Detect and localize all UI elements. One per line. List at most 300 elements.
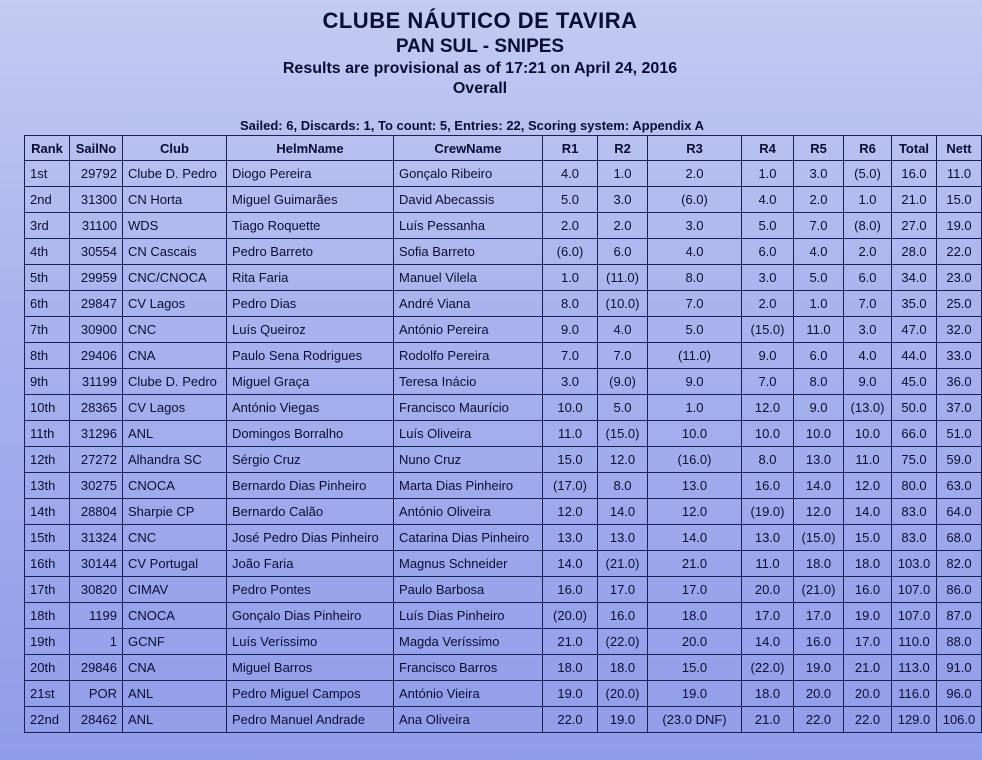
table-row [25, 551, 982, 577]
r4-cell: 13.0 [742, 525, 794, 551]
results-table [24, 135, 982, 733]
r4-cell: 16.0 [742, 473, 794, 499]
r2-cell: 7.0 [598, 343, 648, 369]
nett-cell: 23.0 [937, 265, 982, 291]
r2-cell: 3.0 [598, 187, 648, 213]
club-cell: ANL [123, 681, 227, 707]
r3-cell: 5.0 [648, 317, 742, 343]
r2-cell: (22.0) [598, 629, 648, 655]
total-cell: 80.0 [892, 473, 937, 499]
column-header-r3: R3 [648, 136, 742, 161]
table-row [25, 265, 982, 291]
r3-cell: 12.0 [648, 499, 742, 525]
total-cell: 83.0 [892, 499, 937, 525]
helm-name-cell: António Viegas [227, 395, 394, 421]
r5-cell: 6.0 [794, 343, 844, 369]
crew-name-cell: Luís Oliveira [394, 421, 543, 447]
rank-cell: 21st [25, 681, 70, 707]
r5-cell: 22.0 [794, 707, 844, 733]
r4-cell: (22.0) [742, 655, 794, 681]
sail-no-cell: 1199 [70, 603, 123, 629]
rank-cell: 8th [25, 343, 70, 369]
provisional-notice: Results are provisional as of 17:21 on April 24, 2016 [282, 60, 678, 77]
rank-cell: 11th [25, 421, 70, 447]
r1-cell: 16.0 [543, 577, 598, 603]
r1-cell: 18.0 [543, 655, 598, 681]
table-row [25, 369, 982, 395]
r1-cell: (20.0) [543, 603, 598, 629]
club-cell: CNOCA [123, 473, 227, 499]
helm-name-cell: Miguel Barros [227, 655, 394, 681]
crew-name-cell: António Oliveira [394, 499, 543, 525]
r6-cell: 17.0 [844, 629, 892, 655]
total-cell: 45.0 [892, 369, 937, 395]
crew-name-cell: Ana Oliveira [394, 707, 543, 733]
table-row [25, 603, 982, 629]
results-body [25, 161, 982, 733]
sail-no-cell: 28365 [70, 395, 123, 421]
r1-cell: 2.0 [543, 213, 598, 239]
r1-cell: 21.0 [543, 629, 598, 655]
r1-cell: 11.0 [543, 421, 598, 447]
rank-cell: 7th [25, 317, 70, 343]
nett-cell: 11.0 [937, 161, 982, 187]
total-cell: 16.0 [892, 161, 937, 187]
page-title: CLUBE NÁUTICO DE TAVIRA [322, 8, 638, 33]
crew-name-cell: Manuel Vilela [394, 265, 543, 291]
club-cell: CV Lagos [123, 395, 227, 421]
club-cell: CIMAV [123, 577, 227, 603]
crew-name-cell: Paulo Barbosa [394, 577, 543, 603]
r2-cell: (11.0) [598, 265, 648, 291]
r6-cell: (5.0) [844, 161, 892, 187]
sail-no-cell: 28462 [70, 707, 123, 733]
rank-cell: 1st [25, 161, 70, 187]
r3-cell: 20.0 [648, 629, 742, 655]
helm-name-cell: Pedro Pontes [227, 577, 394, 603]
r3-cell: 2.0 [648, 161, 742, 187]
crew-name-cell: André Viana [394, 291, 543, 317]
club-cell: WDS [123, 213, 227, 239]
total-cell: 47.0 [892, 317, 937, 343]
r1-cell: 15.0 [543, 447, 598, 473]
r6-cell: 21.0 [844, 655, 892, 681]
table-row [25, 525, 982, 551]
rank-cell: 4th [25, 239, 70, 265]
r1-cell: 22.0 [543, 707, 598, 733]
rank-cell: 17th [25, 577, 70, 603]
r4-cell: 9.0 [742, 343, 794, 369]
crew-name-cell: António Pereira [394, 317, 543, 343]
club-cell: CNC [123, 525, 227, 551]
table-row [25, 629, 982, 655]
helm-name-cell: Pedro Dias [227, 291, 394, 317]
club-cell: Sharpie CP [123, 499, 227, 525]
table-row [25, 395, 982, 421]
helm-name-cell: Luís Queiroz [227, 317, 394, 343]
event-subtitle: PAN SUL - SNIPES [395, 36, 565, 57]
r1-cell: (17.0) [543, 473, 598, 499]
sail-no-cell: 31324 [70, 525, 123, 551]
r2-cell: 13.0 [598, 525, 648, 551]
r1-cell: 12.0 [543, 499, 598, 525]
r6-cell: 22.0 [844, 707, 892, 733]
r4-cell: 7.0 [742, 369, 794, 395]
nett-cell: 91.0 [937, 655, 982, 681]
sail-no-cell: 29406 [70, 343, 123, 369]
club-cell: CNA [123, 343, 227, 369]
crew-name-cell: Catarina Dias Pinheiro [394, 525, 543, 551]
nett-cell: 19.0 [937, 213, 982, 239]
r3-cell: (6.0) [648, 187, 742, 213]
nett-cell: 25.0 [937, 291, 982, 317]
helm-name-cell: Pedro Barreto [227, 239, 394, 265]
r6-cell: 3.0 [844, 317, 892, 343]
column-header-crewname: CrewName [394, 136, 543, 161]
rank-cell: 5th [25, 265, 70, 291]
r3-cell: 13.0 [648, 473, 742, 499]
r2-cell: 5.0 [598, 395, 648, 421]
helm-name-cell: Sérgio Cruz [227, 447, 394, 473]
r3-cell: 17.0 [648, 577, 742, 603]
sail-no-cell: 1 [70, 629, 123, 655]
r1-cell: 10.0 [543, 395, 598, 421]
nett-cell: 51.0 [937, 421, 982, 447]
crew-name-cell: Magnus Schneider [394, 551, 543, 577]
r1-cell: (6.0) [543, 239, 598, 265]
table-row [25, 681, 982, 707]
sail-no-cell: 31199 [70, 369, 123, 395]
nett-cell: 96.0 [937, 681, 982, 707]
sail-no-cell: 30275 [70, 473, 123, 499]
table-row [25, 421, 982, 447]
r5-cell: 10.0 [794, 421, 844, 447]
helm-name-cell: Bernardo Dias Pinheiro [227, 473, 394, 499]
rank-cell: 20th [25, 655, 70, 681]
total-cell: 44.0 [892, 343, 937, 369]
rank-cell: 10th [25, 395, 70, 421]
rank-cell: 16th [25, 551, 70, 577]
r5-cell: 14.0 [794, 473, 844, 499]
r6-cell: 15.0 [844, 525, 892, 551]
helm-name-cell: João Faria [227, 551, 394, 577]
r2-cell: 6.0 [598, 239, 648, 265]
total-cell: 28.0 [892, 239, 937, 265]
club-cell: CN Horta [123, 187, 227, 213]
r4-cell: 21.0 [742, 707, 794, 733]
r5-cell: 9.0 [794, 395, 844, 421]
sail-no-cell: 27272 [70, 447, 123, 473]
nett-cell: 68.0 [937, 525, 982, 551]
nett-cell: 33.0 [937, 343, 982, 369]
club-cell: CV Lagos [123, 291, 227, 317]
club-cell: CN Cascais [123, 239, 227, 265]
r6-cell: 10.0 [844, 421, 892, 447]
r2-cell: (10.0) [598, 291, 648, 317]
r6-cell: 18.0 [844, 551, 892, 577]
r5-cell: 5.0 [794, 265, 844, 291]
nett-cell: 82.0 [937, 551, 982, 577]
column-header-r1: R1 [543, 136, 598, 161]
table-row [25, 707, 982, 733]
helm-name-cell: Rita Faria [227, 265, 394, 291]
table-row [25, 577, 982, 603]
r4-cell: 1.0 [742, 161, 794, 187]
r4-cell: (19.0) [742, 499, 794, 525]
helm-name-cell: Tiago Roquette [227, 213, 394, 239]
r1-cell: 1.0 [543, 265, 598, 291]
r3-cell: (11.0) [648, 343, 742, 369]
r5-cell: 11.0 [794, 317, 844, 343]
sail-no-cell: 30900 [70, 317, 123, 343]
column-header-club: Club [123, 136, 227, 161]
nett-cell: 63.0 [937, 473, 982, 499]
total-cell: 27.0 [892, 213, 937, 239]
club-cell: Clube D. Pedro [123, 369, 227, 395]
r6-cell: 4.0 [844, 343, 892, 369]
r5-cell: 20.0 [794, 681, 844, 707]
sail-no-cell: 28804 [70, 499, 123, 525]
r4-cell: 18.0 [742, 681, 794, 707]
helm-name-cell: Pedro Miguel Campos [227, 681, 394, 707]
r3-cell: 21.0 [648, 551, 742, 577]
crew-name-cell: Luís Dias Pinheiro [394, 603, 543, 629]
r4-cell: 11.0 [742, 551, 794, 577]
r3-cell: 1.0 [648, 395, 742, 421]
scoring-summary: Sailed: 6, Discards: 1, To count: 5, Entries: 22, Scoring system: Appendix A [240, 118, 705, 133]
club-cell: ANL [123, 421, 227, 447]
helm-name-cell: Gonçalo Dias Pinheiro [227, 603, 394, 629]
r6-cell: 14.0 [844, 499, 892, 525]
r1-cell: 13.0 [543, 525, 598, 551]
r4-cell: 4.0 [742, 187, 794, 213]
r5-cell: 19.0 [794, 655, 844, 681]
r3-cell: 7.0 [648, 291, 742, 317]
crew-name-cell: Rodolfo Pereira [394, 343, 543, 369]
helm-name-cell: Domingos Borralho [227, 421, 394, 447]
r1-cell: 3.0 [543, 369, 598, 395]
crew-name-cell: Marta Dias Pinheiro [394, 473, 543, 499]
r2-cell: (15.0) [598, 421, 648, 447]
nett-cell: 106.0 [937, 707, 982, 733]
nett-cell: 37.0 [937, 395, 982, 421]
table-row [25, 187, 982, 213]
r4-cell: 20.0 [742, 577, 794, 603]
helm-name-cell: Pedro Manuel Andrade [227, 707, 394, 733]
total-cell: 66.0 [892, 421, 937, 447]
club-cell: GCNF [123, 629, 227, 655]
total-cell: 116.0 [892, 681, 937, 707]
r1-cell: 14.0 [543, 551, 598, 577]
r1-cell: 7.0 [543, 343, 598, 369]
table-row [25, 655, 982, 681]
nett-cell: 32.0 [937, 317, 982, 343]
club-cell: CV Portugal [123, 551, 227, 577]
r3-cell: 9.0 [648, 369, 742, 395]
r6-cell: (13.0) [844, 395, 892, 421]
column-header-sailno: SailNo [70, 136, 123, 161]
column-header-helmname: HelmName [227, 136, 394, 161]
nett-cell: 64.0 [937, 499, 982, 525]
r5-cell: 16.0 [794, 629, 844, 655]
rank-cell: 12th [25, 447, 70, 473]
r5-cell: (15.0) [794, 525, 844, 551]
rank-cell: 19th [25, 629, 70, 655]
r2-cell: (9.0) [598, 369, 648, 395]
table-row [25, 291, 982, 317]
r5-cell: 2.0 [794, 187, 844, 213]
helm-name-cell: Diogo Pereira [227, 161, 394, 187]
rank-cell: 13th [25, 473, 70, 499]
total-cell: 103.0 [892, 551, 937, 577]
helm-name-cell: José Pedro Dias Pinheiro [227, 525, 394, 551]
rank-cell: 3rd [25, 213, 70, 239]
r6-cell: 19.0 [844, 603, 892, 629]
club-cell: CNA [123, 655, 227, 681]
sail-no-cell: 29792 [70, 161, 123, 187]
sail-no-cell: 29959 [70, 265, 123, 291]
r3-cell: 14.0 [648, 525, 742, 551]
helm-name-cell: Miguel Graça [227, 369, 394, 395]
nett-cell: 86.0 [937, 577, 982, 603]
total-cell: 35.0 [892, 291, 937, 317]
r2-cell: 14.0 [598, 499, 648, 525]
r5-cell: 4.0 [794, 239, 844, 265]
club-cell: CNC/CNOCA [123, 265, 227, 291]
sail-no-cell: 30820 [70, 577, 123, 603]
crew-name-cell: Magda Veríssimo [394, 629, 543, 655]
nett-cell: 87.0 [937, 603, 982, 629]
nett-cell: 88.0 [937, 629, 982, 655]
table-row [25, 473, 982, 499]
r3-cell: 15.0 [648, 655, 742, 681]
crew-name-cell: Teresa Inácio [394, 369, 543, 395]
crew-name-cell: David Abecassis [394, 187, 543, 213]
r3-cell: (23.0 DNF) [648, 707, 742, 733]
club-cell: Alhandra SC [123, 447, 227, 473]
total-cell: 110.0 [892, 629, 937, 655]
r2-cell: (21.0) [598, 551, 648, 577]
rank-cell: 14th [25, 499, 70, 525]
table-row [25, 317, 982, 343]
column-header-r5: R5 [794, 136, 844, 161]
crew-name-cell: Gonçalo Ribeiro [394, 161, 543, 187]
rank-cell: 18th [25, 603, 70, 629]
r5-cell: 7.0 [794, 213, 844, 239]
r3-cell: 4.0 [648, 239, 742, 265]
r6-cell: 7.0 [844, 291, 892, 317]
sail-no-cell: 31100 [70, 213, 123, 239]
table-row [25, 213, 982, 239]
helm-name-cell: Luís Veríssimo [227, 629, 394, 655]
r3-cell: 10.0 [648, 421, 742, 447]
total-cell: 113.0 [892, 655, 937, 681]
total-cell: 75.0 [892, 447, 937, 473]
table-row [25, 343, 982, 369]
crew-name-cell: Nuno Cruz [394, 447, 543, 473]
r5-cell: 17.0 [794, 603, 844, 629]
r6-cell: 2.0 [844, 239, 892, 265]
r2-cell: 2.0 [598, 213, 648, 239]
r5-cell: 3.0 [794, 161, 844, 187]
rank-cell: 9th [25, 369, 70, 395]
r2-cell: 4.0 [598, 317, 648, 343]
column-header-rank: Rank [25, 136, 70, 161]
column-header-r2: R2 [598, 136, 648, 161]
crew-name-cell: Francisco Barros [394, 655, 543, 681]
r1-cell: 19.0 [543, 681, 598, 707]
r6-cell: 9.0 [844, 369, 892, 395]
r3-cell: 3.0 [648, 213, 742, 239]
r3-cell: 19.0 [648, 681, 742, 707]
r6-cell: 1.0 [844, 187, 892, 213]
r6-cell: (8.0) [844, 213, 892, 239]
header-row [25, 136, 982, 161]
helm-name-cell: Bernardo Calão [227, 499, 394, 525]
column-header-total: Total [892, 136, 937, 161]
rank-cell: 15th [25, 525, 70, 551]
crew-name-cell: Luís Pessanha [394, 213, 543, 239]
overall-label: Overall [452, 80, 508, 97]
r2-cell: 18.0 [598, 655, 648, 681]
r4-cell: 17.0 [742, 603, 794, 629]
r4-cell: 14.0 [742, 629, 794, 655]
r2-cell: 17.0 [598, 577, 648, 603]
r1-cell: 9.0 [543, 317, 598, 343]
r3-cell: 18.0 [648, 603, 742, 629]
r4-cell: 5.0 [742, 213, 794, 239]
r3-cell: 8.0 [648, 265, 742, 291]
helm-name-cell: Paulo Sena Rodrigues [227, 343, 394, 369]
r1-cell: 4.0 [543, 161, 598, 187]
table-row [25, 447, 982, 473]
crew-name-cell: António Vieira [394, 681, 543, 707]
total-cell: 50.0 [892, 395, 937, 421]
r6-cell: 11.0 [844, 447, 892, 473]
sail-no-cell: 29846 [70, 655, 123, 681]
r6-cell: 6.0 [844, 265, 892, 291]
r2-cell: (20.0) [598, 681, 648, 707]
r3-cell: (16.0) [648, 447, 742, 473]
helm-name-cell: Miguel Guimarães [227, 187, 394, 213]
club-cell: CNOCA [123, 603, 227, 629]
rank-cell: 22nd [25, 707, 70, 733]
r6-cell: 16.0 [844, 577, 892, 603]
r2-cell: 16.0 [598, 603, 648, 629]
rank-cell: 2nd [25, 187, 70, 213]
r6-cell: 12.0 [844, 473, 892, 499]
nett-cell: 22.0 [937, 239, 982, 265]
total-cell: 21.0 [892, 187, 937, 213]
r5-cell: (21.0) [794, 577, 844, 603]
r4-cell: 6.0 [742, 239, 794, 265]
table-row [25, 239, 982, 265]
sail-no-cell: 30144 [70, 551, 123, 577]
club-cell: ANL [123, 707, 227, 733]
r4-cell: 10.0 [742, 421, 794, 447]
column-header-nett: Nett [937, 136, 982, 161]
sail-no-cell: 29847 [70, 291, 123, 317]
r4-cell: (15.0) [742, 317, 794, 343]
crew-name-cell: Francisco Maurício [394, 395, 543, 421]
sail-no-cell: 31296 [70, 421, 123, 447]
r2-cell: 12.0 [598, 447, 648, 473]
r4-cell: 8.0 [742, 447, 794, 473]
club-cell: Clube D. Pedro [123, 161, 227, 187]
column-header-r6: R6 [844, 136, 892, 161]
r1-cell: 5.0 [543, 187, 598, 213]
table-row [25, 499, 982, 525]
